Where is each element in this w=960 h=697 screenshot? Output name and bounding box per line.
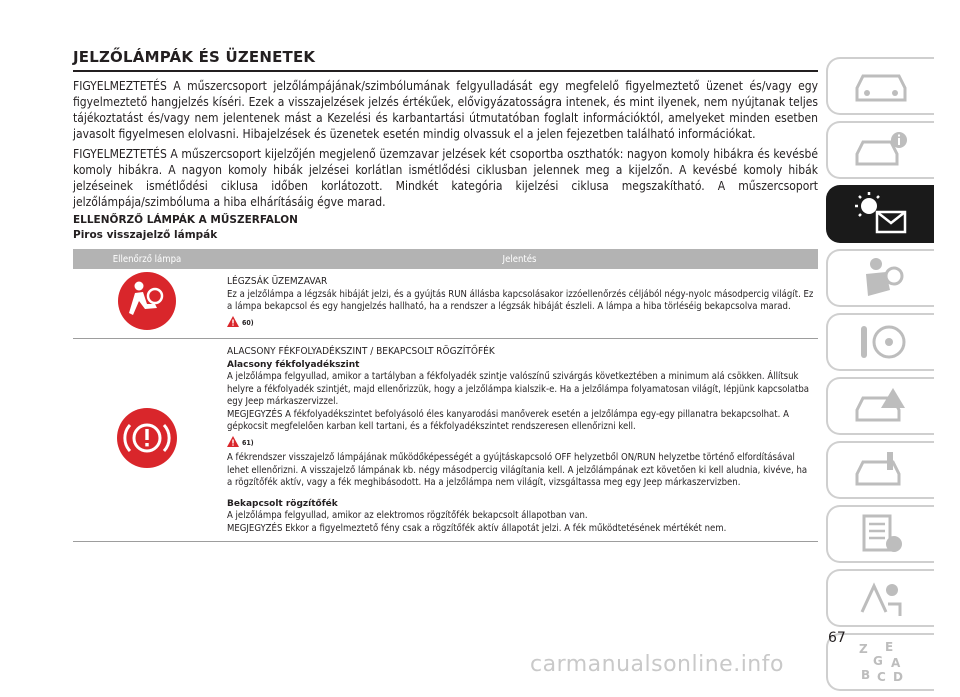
subsection-heading: Piros visszajelző lámpák	[73, 229, 218, 241]
row-text: A fékrendszer visszajelző lámpájának működőképességét a gyújtáskapcsoló OFF helyzetből ON/RUN helyzetbe történő elfordításával lehet ellenőrizni. A visszajelző lámpának kb. négy másodpercig világítania kell. A jelzőlámpának ezt követően ki kell aludnia, kivéve, ha a rögzítőfék aktív, vagy a fék meghibásodott. Ha a jelzőlámpa nem világít, vizsgáltassa meg egy Jeep márkaszervizben.	[227, 452, 808, 488]
airbag-warning-icon	[117, 271, 177, 331]
car-emergency-icon	[853, 384, 909, 428]
row-text: Ez a jelzőlámpa a légzsák hibáját jelzi, és a gyújtás RUN állásba kapcsolásakor izzóellenőrzés céljából négy-nyolc másodpercig világít. Ez a lámpa bekapcsol és egy hangjelzés hallható, ha a rendszer a légzsák hibáját észleli. A lámpa a hiba törléséig bekapcsolva marad.	[227, 288, 814, 312]
svg-text:B: B	[861, 668, 871, 682]
airbag-lamp-cell	[73, 269, 221, 339]
car-service-icon	[853, 448, 909, 492]
row-note: MEGJEGYZÉS Ekkor a figyelmeztető fény csak a rögzítőfék aktív állapotát jelzi. A fék működtetésének mértékét nem.	[227, 522, 727, 534]
svg-text:G: G	[873, 654, 883, 668]
brake-warning-icon	[116, 407, 178, 469]
tab-multimedia[interactable]	[826, 569, 934, 627]
column-header-lamp: Ellenőrző lámpa	[73, 249, 221, 269]
svg-text:A: A	[891, 656, 901, 670]
row-subtitle: Alacsony fékfolyadékszint	[227, 359, 360, 370]
table-row	[73, 339, 818, 542]
tab-emergency[interactable]	[826, 377, 934, 435]
section-heading: ELLENŐRZŐ LÁMPÁK A MŰSZERFALON	[73, 214, 298, 226]
tab-warning-lights[interactable]	[826, 185, 934, 243]
tab-maintenance[interactable]	[826, 441, 934, 499]
warning-triangle-icon	[227, 316, 239, 327]
car-dashboard-icon	[853, 66, 909, 106]
intro-text	[73, 78, 818, 210]
seatbelt-person-icon	[856, 256, 906, 300]
alphabetical-index-icon	[853, 639, 909, 685]
warning-triangle-icon	[227, 436, 239, 447]
warning-reference	[227, 436, 814, 450]
tab-driving[interactable]	[826, 313, 934, 371]
row-title: LÉGZSÁK ÜZEMZAVAR	[227, 276, 328, 287]
row-subtitle: Bekapcsolt rögzítőfék	[227, 498, 338, 509]
car-info-icon	[853, 130, 909, 170]
row-text: A jelzőlámpa felgyullad, amikor a tartályban a fékfolyadék szintje valószínű szivárgás következtében a minimum alá csökken. Állítsuk helyre a fékfolyadék szintjét, majd ellenőrizzük, hogy a jelzőlámpa kialszik-e. Ha a jelzőlámpa folyamatosan világít, lépjünk kapcsolatba egy Jeep márkaszervizzel.	[227, 371, 809, 407]
warning-ref-number: 60)	[242, 318, 254, 327]
brake-lamp-cell	[73, 339, 221, 542]
svg-text:D: D	[893, 670, 903, 684]
warning-lights-table	[73, 249, 818, 542]
svg-text:Z: Z	[859, 642, 868, 656]
technical-data-icon	[856, 512, 906, 556]
table-row	[73, 269, 818, 339]
warning-ref-number: 61)	[242, 438, 254, 447]
intro-paragraph-1: FIGYELMEZTETÉS A műszercsoport jelzőlámpájának/szimbólumának felgyulladását egy megfelelő figyelmeztető üzenet és/vagy egy figyelmeztető hangjelzés kíséri. Ezek a visszajelzések jelzés értékűek, elővigyázatosságra intenek, és mint ilyenek, nem nyújtanak teljes tájékoztatást és/vagy nem jelentenek mást a Kezelési és karbantartási útmutatóban foglalt információktól, amelyeket minden esetben javasolt figyelmesen elolvasni. Hibajelzések és üzenetek esetén mindig olvassuk el a jelen fejezetben található információkat.	[73, 79, 818, 141]
tab-safety[interactable]	[826, 249, 934, 307]
steering-wheel-icon	[853, 320, 909, 364]
chapter-tabs	[826, 57, 934, 697]
multimedia-icon	[856, 576, 906, 620]
row-title: ALACSONY FÉKFOLYADÉKSZINT / BEKAPCSOLT RÖGZÍTŐFÉK	[227, 346, 495, 357]
page-title: JELZŐLÁMPÁK ÉS ÜZENETEK	[73, 48, 818, 72]
row-note: MEGJEGYZÉS A fékfolyadékszintet befolyásoló éles kanyarodási manőverek esetén a jelzőlámpa egy-egy pillanatra bekapcsolhat. A gépkocsit megfelelően karban kell tartani, és a fékfolyadékszintet rendszeresen ellenőrizni kell.	[227, 408, 789, 432]
column-header-meaning: Jelentés	[221, 249, 818, 269]
tab-vehicle-info[interactable]	[826, 121, 934, 179]
tab-vehicle-overview[interactable]	[826, 57, 934, 115]
row-text: A jelzőlámpa felgyullad, amikor az elektromos rögzítőfék bekapcsolt állapotban van.	[227, 510, 588, 521]
page-content	[73, 48, 818, 542]
warning-light-message-icon	[851, 192, 911, 236]
tab-technical-data[interactable]	[826, 505, 934, 563]
page-number: 67	[828, 630, 846, 646]
watermark-text: carmanualsonline.info	[530, 652, 784, 677]
warning-reference	[227, 316, 814, 330]
svg-text:E: E	[885, 640, 894, 654]
intro-paragraph-2: FIGYELMEZTETÉS A műszercsoport kijelzőjén megjelenő üzemzavar jelzések két csoportba oszthatók: nagyon komoly hibákra és kevésbé komoly hibákra. A nagyon komoly hibák jelzései korlátlan ismétlődési ciklusban jelennek meg a kijelzőn. A kevésbé komoly hibák jelzéseinek ismétlődési ciklusa időben korlátozott. Mindkét kategória kijelzési ciklusa megszakítható. A műszercsoport jelzőlámpája/szimbóluma a hiba elhárításáig égve marad.	[73, 147, 818, 209]
svg-text:C: C	[877, 670, 886, 684]
